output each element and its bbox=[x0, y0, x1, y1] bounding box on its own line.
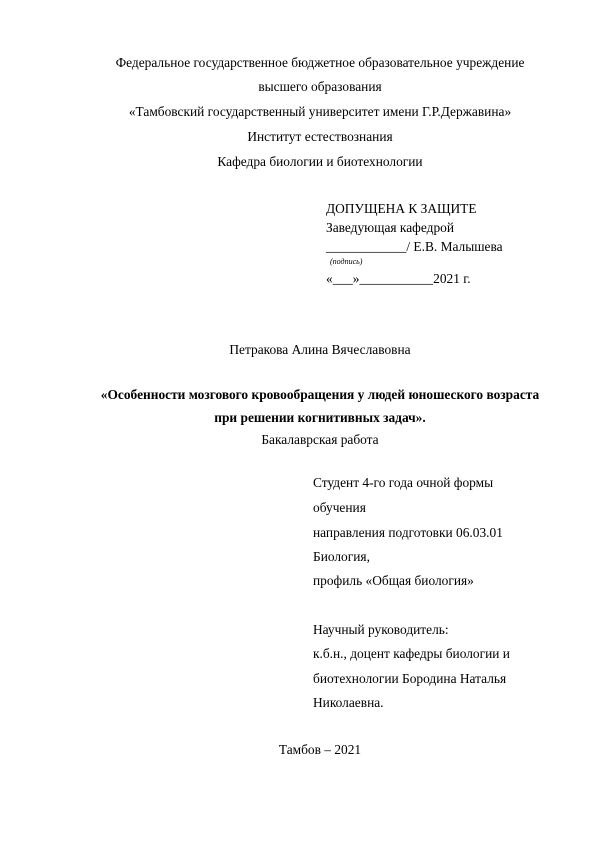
thesis-title-line-1: «Особенности мозгового кровообращения у людей юношеского возраста bbox=[100, 387, 540, 402]
city-year: Тамбов – 2021 bbox=[278, 742, 362, 757]
work-type: Бакалаврская работа bbox=[261, 432, 379, 447]
student-info-line-5: профиль «Общая биология» bbox=[313, 573, 474, 588]
student-info-line-2: обучения bbox=[313, 500, 366, 515]
student-info-line-1: Студент 4-го года очной формы bbox=[313, 475, 494, 490]
signature-line: ____________/ Е.В. Малышева bbox=[326, 239, 503, 254]
thesis-title-line-2: при решении когнитивных задач». bbox=[214, 410, 426, 425]
institute-name: Институт естествознания bbox=[247, 129, 393, 144]
department-name: Кафедра биологии и биотехнологии bbox=[217, 154, 423, 169]
author-name: Петракова Алина Вячеславовна bbox=[229, 342, 411, 357]
approval-heading: ДОПУЩЕНА К ЗАЩИТЕ bbox=[326, 201, 477, 216]
approval-role: Заведующая кафедрой bbox=[326, 220, 454, 235]
signature-caption: (подпись) bbox=[330, 257, 363, 266]
education-level: высшего образования bbox=[258, 79, 382, 94]
supervisor-info-line-1: к.б.н., доцент кафедры биологии и bbox=[313, 646, 510, 661]
university-name: «Тамбовский государственный университет имени Г.Р.Державина» bbox=[128, 104, 512, 119]
approval-date: «___»___________2021 г. bbox=[326, 271, 471, 286]
supervisor-heading: Научный руководитель: bbox=[313, 622, 449, 637]
student-info-line-3: направления подготовки 06.03.01 bbox=[313, 525, 503, 540]
supervisor-info-line-3: Николаевна. bbox=[313, 695, 384, 710]
institution-type: Федеральное государственное бюджетное образовательное учреждение bbox=[115, 55, 525, 70]
supervisor-info-line-2: биотехнологии Бородина Наталья bbox=[313, 671, 507, 686]
student-info-line-4: Биология, bbox=[313, 549, 370, 564]
